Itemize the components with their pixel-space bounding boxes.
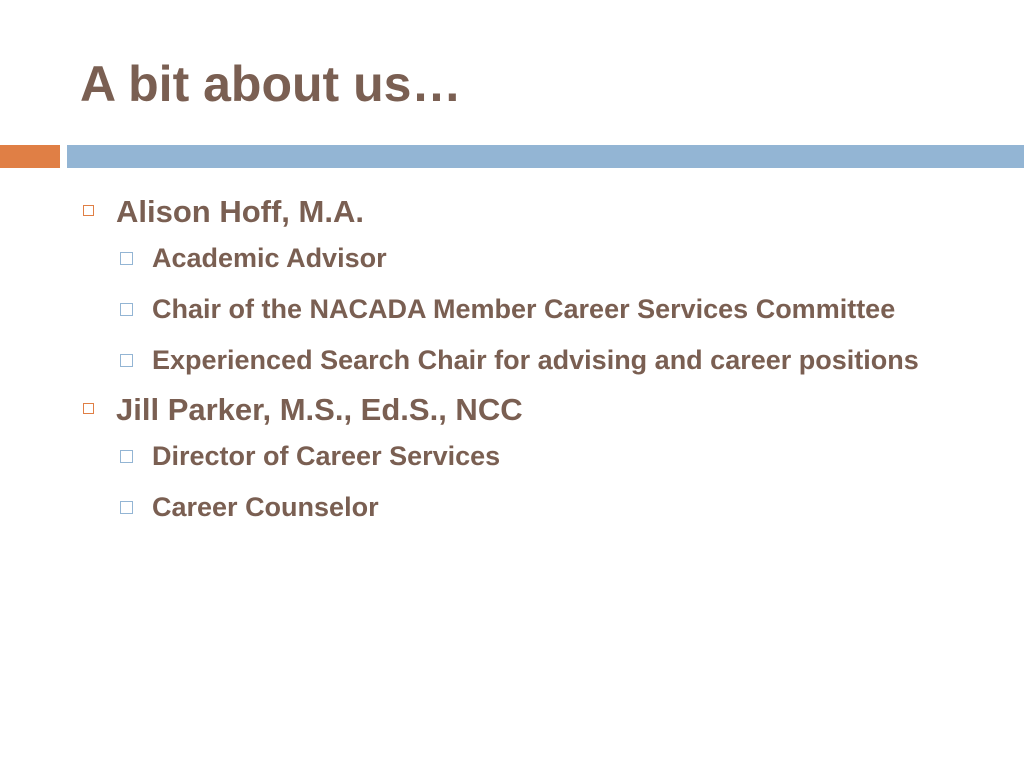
detail-item [116, 485, 980, 529]
square-bullet-icon [120, 450, 133, 463]
slide-title: A bit about us… [80, 56, 462, 112]
person-name: Jill Parker, M.S., Ed.S., NCC [116, 392, 523, 427]
detail-text: Chair of the NACADA Member Career Services Committee [152, 294, 896, 324]
person-item [80, 192, 980, 382]
person-name: Alison Hoff, M.A. [116, 194, 364, 229]
square-bullet-icon [120, 303, 133, 316]
square-bullet-icon [83, 403, 94, 414]
detail-item [116, 434, 980, 478]
detail-text: Director of Career Services [152, 441, 501, 471]
person-item [80, 390, 980, 529]
detail-item [116, 287, 980, 331]
square-bullet-icon [120, 354, 133, 367]
detail-list [116, 434, 980, 529]
square-bullet-icon [120, 501, 133, 514]
detail-text: Academic Advisor [152, 243, 387, 273]
detail-list [116, 236, 980, 382]
accent-bar-blue [67, 145, 1024, 168]
square-bullet-icon [83, 205, 94, 216]
detail-text: Career Counselor [152, 492, 379, 522]
bullet-list [80, 192, 980, 537]
accent-bar-orange [0, 145, 60, 168]
detail-text: Experienced Search Chair for advising and career positions [152, 345, 919, 375]
detail-item [116, 338, 980, 382]
detail-item [116, 236, 980, 280]
square-bullet-icon [120, 252, 133, 265]
